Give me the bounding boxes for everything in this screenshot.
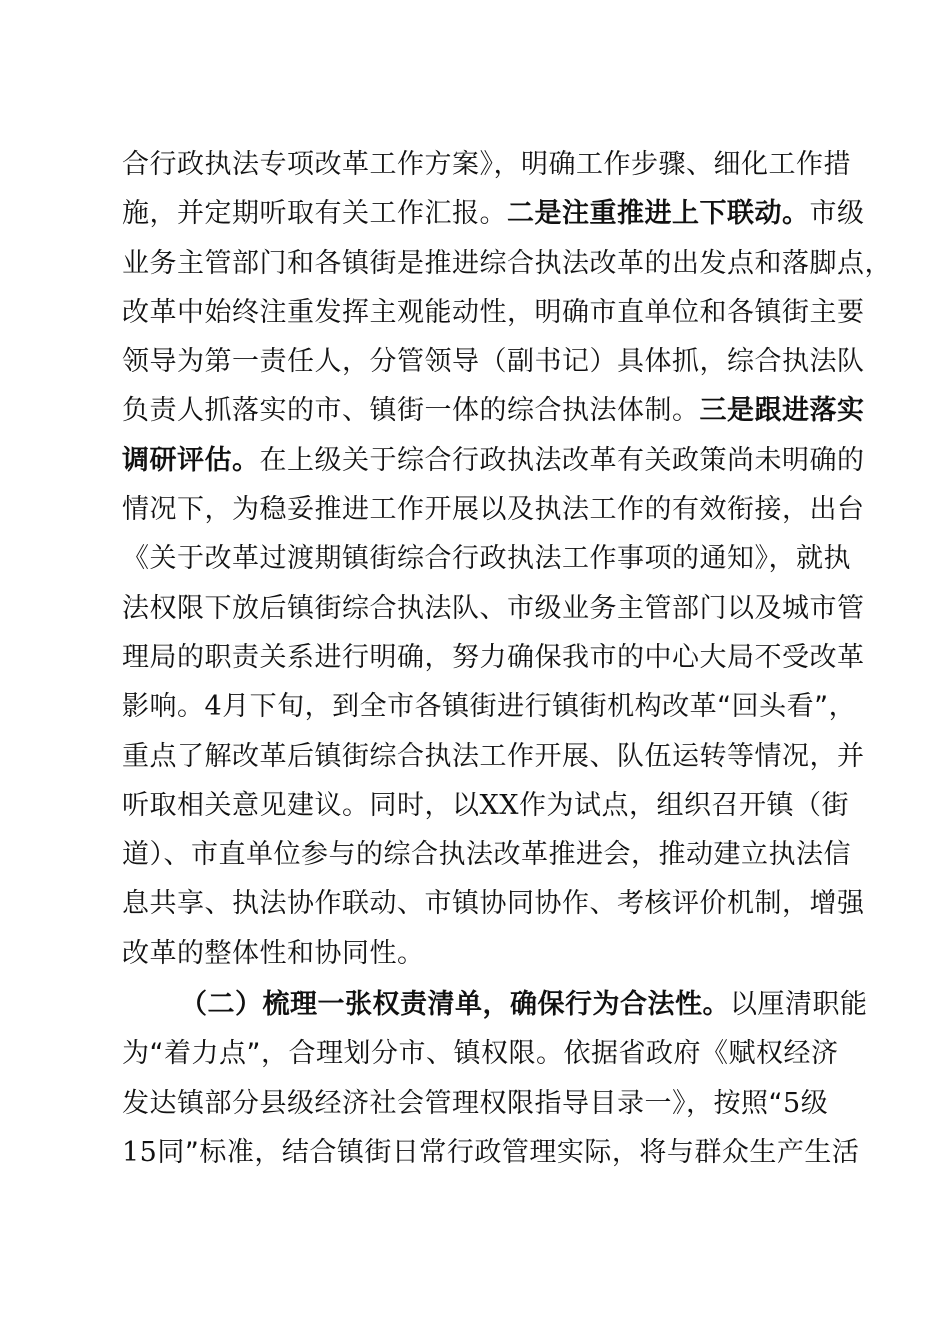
text-segment: 以厘清职能	[730, 989, 868, 1021]
text-line	[122, 1079, 842, 1128]
text-segment: 4	[204, 691, 223, 723]
text-segment: XX	[479, 789, 519, 821]
text-segment: 在上级关于综合行政执法改革有关政策尚未明确的	[259, 444, 865, 476]
text-segment: 理局的职责关系进行明确，努力确保我市的中心大局不受改革	[122, 641, 865, 673]
text-line	[122, 1128, 860, 1177]
text-segment: 同”标准，结合镇街日常行政管理实际，将与群众生产生活	[157, 1136, 860, 1168]
text-segment: 听取相关意见建议。同时，以	[122, 789, 480, 821]
body-text	[122, 140, 892, 1177]
text-segment: 合行政执法专项改革工作方案》，明确工作步骤、细化工作措	[122, 149, 851, 180]
text-segment: 市级	[809, 198, 865, 230]
text-line	[122, 980, 868, 1029]
text-line	[122, 830, 851, 879]
text-segment: 发达镇部分县级经济社会管理权限指导目录一》，按照“	[122, 1087, 783, 1119]
text-line	[122, 386, 865, 435]
text-segment: 作为试点，组织召开镇（街	[518, 789, 849, 821]
text-segment: 影响。	[122, 691, 205, 723]
text-segment: 5	[783, 1087, 801, 1119]
bold-text-segment: 三是跟进落实	[699, 395, 865, 427]
text-segment: 情况下，为稳妥推进工作开展以及执法工作的有效衔接，出台	[122, 494, 865, 526]
text-line	[122, 732, 865, 781]
text-line	[122, 682, 857, 731]
text-line	[122, 633, 865, 682]
text-line	[122, 239, 892, 288]
text-line	[122, 140, 851, 189]
text-line	[122, 436, 865, 485]
text-segment: 领导为第一责任人，分管领导（副书记）具体抓，综合执法队	[122, 346, 865, 378]
text-segment: 业务主管部门和各镇街是推进综合执法改革的出发点和落脚点，	[122, 247, 892, 279]
text-segment: 道）、市直单位参与的综合执法改革推进会，推动建立执法信	[122, 839, 851, 871]
bold-text-segment: 二是注重推进上下联动。	[507, 198, 810, 230]
bold-text-segment: 调研评估。	[122, 444, 260, 476]
text-line	[122, 288, 865, 337]
text-segment: 重点了解改革后镇街综合执法工作开展、队伍运转等情况，并	[122, 740, 865, 772]
text-segment: 法权限下放后镇街综合执法队、市级业务主管部门以及城市管	[122, 592, 865, 624]
text-line	[122, 781, 849, 830]
text-segment: 息共享、执法协作联动、市镇协同协作、考核评价机制，增强	[122, 888, 865, 920]
text-segment: 15	[122, 1136, 158, 1168]
text-segment: 为“着力点”，合理划分市、镇权限。依据省政府《赋权经济	[122, 1038, 839, 1070]
text-line	[122, 534, 851, 583]
text-line	[122, 485, 865, 534]
text-segment: 级	[800, 1087, 829, 1119]
text-line	[122, 584, 865, 633]
text-line	[122, 337, 865, 386]
text-line	[122, 879, 865, 928]
text-segment: 负责人抓落实的市、镇街一体的综合执法体制。	[122, 395, 700, 427]
text-line	[122, 1029, 842, 1078]
text-segment: 改革中始终注重发挥主观能动性，明确市直单位和各镇街主要	[122, 296, 865, 328]
text-segment: 改革的整体性和协同性。	[122, 937, 425, 969]
text-segment: 《关于改革过渡期镇街综合行政执法工作事项的通知》，就执	[122, 543, 851, 575]
text-segment: 施，并定期听取有关工作汇报。	[122, 198, 507, 230]
text-line	[122, 929, 842, 978]
bold-text-segment: （二）梳理一张权责清单，确保行为合法性。	[180, 989, 730, 1021]
text-segment: 月下旬，到全市各镇街进行镇街机构改革“回头看”，	[222, 691, 857, 723]
text-line	[122, 189, 865, 238]
